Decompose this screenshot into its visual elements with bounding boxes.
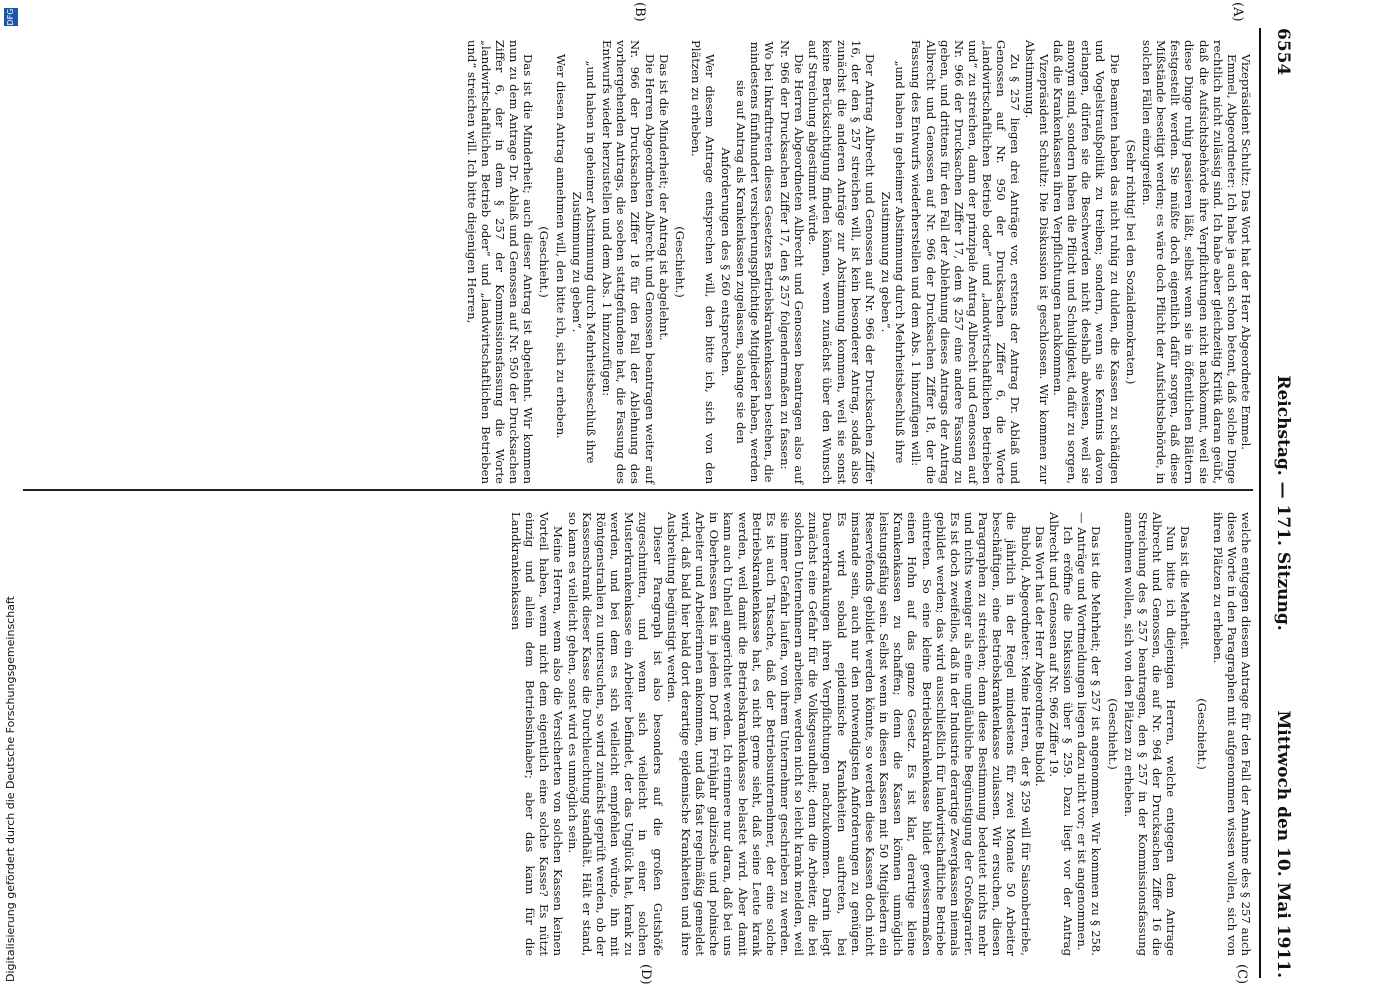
paragraph: Die Herren Abgeordneten Albrecht und Genossen beantragen weiter auf Nr. 966 der Drucksachen Ziffer 18 für den Fall der Ablehnung des vorhergehenden Antrags, die soeben stattgefundene hat, die Fassung des Entwurfs wieder herzustellen und dem Abs. 1 hinzuzufügen: [600, 40, 657, 484]
margin-mark-b: (B) [632, 2, 647, 22]
stage-direction: (Geschieht.) [1105, 698, 1120, 770]
digitization-credit [0, 0, 22, 1000]
margin-mark-a: (A) [1230, 2, 1245, 22]
credit-text: Digitalisierung gefördert durch die Deutsche Forschungsgemeinschaft [4, 596, 17, 982]
column-separator [23, 489, 1253, 491]
stage-direction: (Geschieht.) [537, 226, 552, 298]
session-date: Mittwoch den 10. Mai 1911. [1273, 710, 1293, 978]
paragraph: Die Beamten haben das nicht ruhig zu dulden, die Kassen zu schädigen und Vogelstraußpolitik zu treiben; sondern, wenn sie Kenntnis davon erlangen, dürfen sie die Beschwerden nicht deshalb abweisen, weil sie anonym sind, sondern haben die Pflicht und Schuldigkeit, dafür zu sorgen, daß die Krankenkassen ihren Verpflichtungen nachkommen. [1050, 40, 1122, 484]
paragraph: Das Wort hat der Herr Abgeordnete Bubold. [1032, 526, 1047, 787]
left-text-column [465, 40, 1253, 484]
paragraph: Das ist die Mehrheit. [1178, 526, 1193, 650]
paragraph: Die Herren Abgeordneten Albrecht und Genossen beantragen also auf Nr. 966 der Drucksachen Ziffer 17, den § 257 folgendermaßen zu fassen: [778, 40, 807, 484]
paragraph: Meine Herren, wenn also die Versicherten von solchen Kassen keinen Vorteil haben, wenn nicht dem eigentlich eine solche Kasse? Es nützt einzig und allein dem Betriebsinhaber; aber das kann für die Landkrankenkassen [509, 512, 566, 956]
paragraph: Zu § 257 liegen drei Anträge vor, erstens der Antrag Dr. Ablaß und Genossen auf Nr. 950 der Drucksachen Ziffer 6, die Worte „landwirtschaftlichen Betrieb oder“ und „landwirtschaftlichen Betrieben und“ zu streichen, dann der prinzipale Antrag Albrecht und Genossen auf Nr. 966 der Drucksachen Ziffer 17, dem § 257 eine andere Fassung zu geben, und drittens für den Fall der Ablehnung dieses Antrags der Antrag Albrecht und Genossen auf Nr. 966 der Drucksachen Ziffer 18, der die Fassung des Entwurfs wiederherstellen und dem Abs. 1 hinzufügen will: [909, 40, 1023, 484]
stage-direction: „und haben in geheimer Abstimmung durch Mehrheitsbeschluß ihre Zustimmung zu geben“. [569, 60, 598, 464]
stage-direction: „und haben in geheimer Abstimmung durch Mehrheitsbeschluß ihre Zustimmung zu geben“. [879, 60, 908, 464]
header-rule [1259, 28, 1261, 978]
paragraph: Dieser Paragraph ist also besonders auf die großen Gutshöfe zugeschnitten, und wenn sich vielleicht in einer solchen Musterkrankenkasse ein Arbeiter befindet, der das Unglück hat, krank zu werden, und bei dem es sich vielleicht empfehlen würde, ihn mit Röntgenstrahlen zu untersuchen, so wird zunächst geprüft werden, ob der Kassenschrank dieser Kasse die Durchleuchtung standhält. Hält er stand, so kann es vielleicht gehen, sonst wird es unmöglich sein. [565, 512, 665, 956]
paragraph: Ich eröffne die Diskussion über § 259. Dazu liegt vor der Antrag Albrecht und Genossen auf Nr. 966 Ziffer 19. [1046, 512, 1076, 956]
paragraph: Nun bitte ich diejenigen Herren, welche entgegen dem Antrage Albrecht und Genossen, die auf Nr. 964 der Drucksachen Ziffer 16 die Streichung des § 257 beantragen, den § 257 in der Kommissionsfassung annehmen wollen, sich von den Plätzen zu erheben. [1121, 512, 1179, 956]
stage-direction: (Geschieht.) [1194, 698, 1209, 770]
margin-mark-d: (D) [638, 964, 653, 985]
paragraph: Bubold, Abgeordneter: Meine Herren, der § 259 will für Saisonbetriebe, die jährlich in der Regel mindestens für zwei Monate 50 Arbeiter beschäftigen, eine Betriebskrankenkasse zulassen. Wir ersuchen, diesen Paragraphen zu streichen; denn diese Bestimmung bedeutet nichts mehr und nichts weniger als eine ungläubliche Begünstigung der Großagrarier. Es ist doch zweifellos, daß in der Industrie derartige Zwergkassen niemals gebildet werden; das wird ausschließlich für landwirtschaftliche Betriebe eintreten. So eine kleine Betriebskrankenkasse bildet gewissermaßen einen Hohn auf das ganze Gesetz. Es ist klar, derartige kleine Krankenkassen zu schaffen; denn die Kassen können unmöglich leistungsfähig sein. Selbst wenn in diesen Kassen mit 50 Mitgliedern ein Reservefonds gebildet werden könnte, so werden diese Kassen doch nicht imstande sein, auch nur den notwendigsten Anforderungen zu genügen. Es wird sobald epidemische Krankheiten auftreten, bei Dauererkrankungen ihren Verpflichtungen nachzukommen. Darin liegt zunächst eine Gefahr für die Volksgesundheit; denn die Arbeiter, die bei solchen Unternehmern arbeiten, werden nicht so leicht krank melden, weil sie immer Gefahr laufen, von ihrem Unternehmer geschrieben zu werden. Es ist auch Tatsache, daß der Betriebsunternehmer, der eine solche Betriebskrankenkasse hat, es nicht gerne sieht, daß seine Leute krank werden, weil damit die Betriebskrankenkasse belastet wird. Aber damit kann auch Unheil angerichtet werden. Ich erinnere nur daran, daß bei uns in Oberhessen fast in jedem Dorf im Frühjahr galizische und polnische Arbeiter und Arbeiterinnen ankommen, und daß fast regelmäßig gemeldet wird, daß bald hier bald dort derartige epidemische Krankheiten und ihre Ausbreitung begünstigt werden. [664, 512, 1033, 956]
paragraph: Vizepräsident Schultz: Das Wort hat der Herr Abgeordnete Emmel. [1239, 54, 1253, 450]
paragraph: Wer diesem Antrage entsprechen will, den bitte ich, sich von den Plätzen zu erheben. [689, 40, 718, 484]
stage-direction: (Geschieht.) [672, 226, 687, 298]
session-title: Reichstag. — 171. Sitzung. [1273, 375, 1293, 631]
paragraph: welche entgegen diesem Antrage für den Fall der Annahme des § 257 auch diese Worte in den Paragraphen mit aufgenommen wissen wollen, sich von ihren Plätzen zu erheben. [1210, 512, 1253, 956]
paragraph: Wer diesen Antrag annehmen will, den bitte ich, sich zu erheben. [553, 54, 568, 439]
paragraph: Der Antrag Albrecht und Genossen auf Nr. 966 der Drucksachen Ziffer 16, der den § 257 streichen will, ist kein besonderer Antrag, sodaß also zunächst die anderen Anträge zur Abstimmung kommen, weil sie sonst keine Berücksichtigung finden können, wenn zunächst über den Wunsch auf Streichung abgestimmt würde. [806, 40, 877, 484]
paragraph: Das ist die Mehrheit; der § 257 ist angenommen. Wir kommen zu § 258. — Anträge und Wortmeldungen liegen dazu nicht vor; er ist angenommen. [1075, 512, 1104, 956]
paragraph: Emmel, Abgeordneter: Ich habe ja auch schon betont, daß solche Dinge rechtlich nicht zulässig sind. Ich habe aber gleichzeitig Kritik daran geübt, daß die Aufsichtsbehörde ihre Verpflichtungen nicht nachkommt, weil sie diese Dinge ruhig passieren läßt, selbst wenn sie in öffentlichen Blättern festgestellt werden. Sie müßte doch eigentlich dafür sorgen, daß diese Mißstände beseitigt werden; es wäre doch Pflicht der Aufsichtsbehörde, in solchen Fällen einzugreifen. [1139, 40, 1239, 484]
page-number: 6554 [1273, 28, 1293, 76]
stage-direction: (Sehr richtig! bei den Sozialdemokraten.) [1123, 139, 1138, 385]
paragraph: Vizepräsident Schultz: Die Diskussion ist geschlossen. Wir kommen zur Abstimmung. [1022, 40, 1051, 484]
dfg-logo: DFG [4, 8, 18, 26]
stage-direction: Wo bei Inkrafttreten dieses Gesetzes Betriebskrankenkassen bestehen, die mindestens fünfhundert versicherungspflichtige Mitglieder haben, werden sie auf Antrag als Krankenkassen zugelassen, solange sie den Anforderungen des § 260 entsprechen. [719, 41, 776, 483]
margin-mark-c: (C) [1234, 964, 1249, 985]
paragraph: Das ist die Minderheit; der Antrag ist abgelehnt. [656, 54, 671, 341]
running-head [1263, 28, 1297, 978]
right-text-column [509, 512, 1253, 956]
paragraph: Das ist die Minderheit; auch dieser Antrag ist abgelehnt. Wir kommen nun zu dem Antrage Dr. Ablaß und Genossen auf Nr. 950 der Drucksachen Ziffer 6, der in dem § 257 der Kommissionsfassung die Worte „landwirtschaftlichen Betrieb oder“ und „landwirtschaftlichen Betrieben und“ streichen will. Ich bitte diejenigen Herren, [464, 40, 536, 484]
